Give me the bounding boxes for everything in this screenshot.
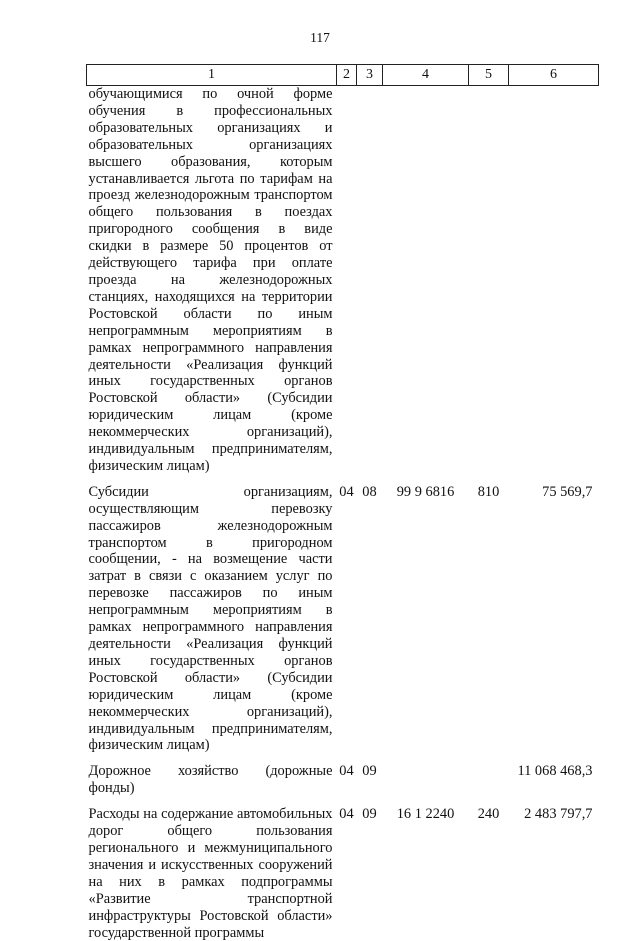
row-expense-type: 240 xyxy=(477,806,500,823)
row-name: Дорожное хозяйство (дорожные фонды) xyxy=(88,763,333,797)
row-subsection: 09 xyxy=(362,806,377,823)
row-target-article: 99 9 6816 xyxy=(396,483,455,500)
column-header-expense-type: 5 xyxy=(469,65,509,86)
row-expense-type xyxy=(469,86,509,475)
row-section xyxy=(337,86,357,475)
table-row xyxy=(87,797,599,941)
row-amount xyxy=(509,86,599,475)
row-expense-type xyxy=(469,754,509,797)
column-header-subsection: 3 xyxy=(357,65,383,86)
table-row xyxy=(87,475,599,755)
column-header-section: 2 xyxy=(337,65,357,86)
row-section: 04 xyxy=(339,806,354,823)
row-target-article: 16 1 2240 xyxy=(396,806,455,823)
page-number: 117 xyxy=(310,30,330,45)
row-subsection: 09 xyxy=(362,763,377,780)
row-section: 04 xyxy=(339,763,354,780)
column-header-name: 1 xyxy=(87,65,337,86)
row-name: Субсидии организациям, осуществляющим перевозку пассажиров железнодорожным транспортом в пригородном сообщении, - на возмещение части затрат в связи с оказанием услуг по перевозке пассажиров по иным непрограммным мероприятиям в рамках непрограммного направления деятельности «Реализация функций иных государственных органов Ростовской области» (Субсидии юридическим лицам (кроме некоммерческих организаций), индивидуальным предпринимателям, физическим лицам) xyxy=(88,483,333,754)
row-amount: 75 569,7 xyxy=(542,483,593,500)
row-subsection xyxy=(357,86,383,475)
row-section: 04 xyxy=(339,483,354,500)
row-amount: 11 068 468,3 xyxy=(517,763,593,780)
row-expense-type: 810 xyxy=(477,483,500,500)
column-header-target-article: 4 xyxy=(383,65,469,86)
row-subsection: 08 xyxy=(362,483,377,500)
row-target-article xyxy=(383,754,469,797)
table-row xyxy=(87,754,599,797)
budget-table xyxy=(86,64,599,941)
table-row xyxy=(87,86,599,475)
table-header-row xyxy=(87,65,599,86)
row-name: Расходы на содержание автомобильных дорог общего пользования регионального и межмуниципального значения и искусственных сооружений на них в рамках подпрограммы «Развитие транспортной инфраструктуры Ростовской области» государственной программы xyxy=(88,806,333,941)
column-header-amount: 6 xyxy=(509,65,599,86)
row-name: обучающимися по очной форме обучения в профессиональных образовательных организациях и образовательных организациях высшего образования, которым устанавливается льгота по тарифам на проезд железнодорожным транспортом общего пользования в поездах пригородного сообщения в виде скидки в размере 50 процентов от действующего тарифа при оплате проезда на железнодорожных станциях, находящихся на территории Ростовской области по иным непрограммным мероприятиям в рамках непрограммного направления деятельности «Реализация функций иных государственных органов Ростовской области» (Субсидии юридическим лицам (кроме некоммерческих организаций), индивидуальным предпринимателям, физическим лицам) xyxy=(88,86,333,474)
row-target-article xyxy=(383,86,469,475)
row-amount: 2 483 797,7 xyxy=(524,806,593,823)
